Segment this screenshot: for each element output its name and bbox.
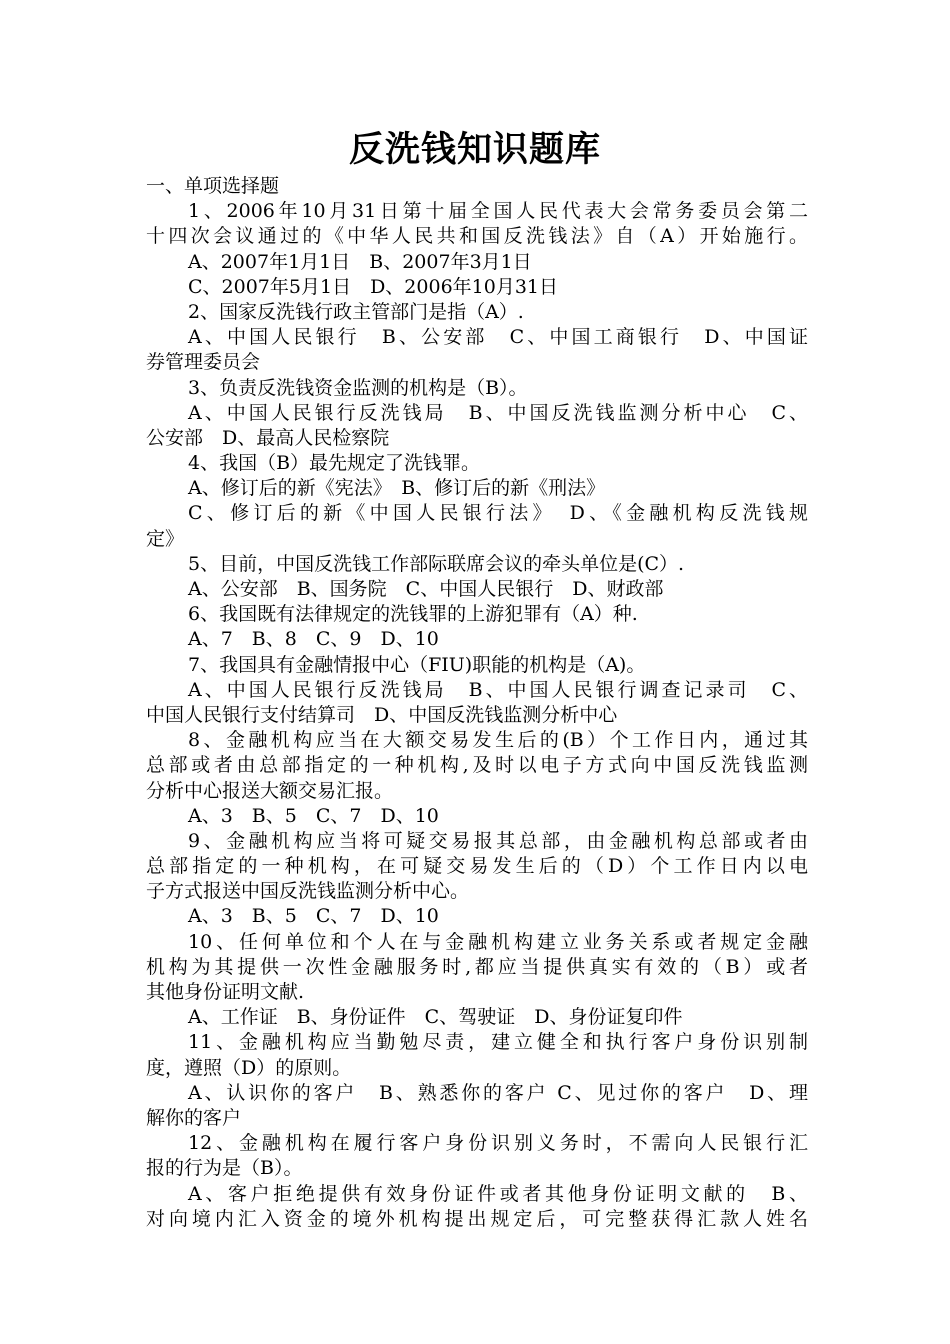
text-line: A、中国人民银行反洗钱局 B、中国人民银行调查记录司 C、	[188, 678, 808, 701]
text-line: 券管理委员会	[146, 351, 261, 374]
text-line: 4、我国（B）最先规定了洗钱罪。	[188, 452, 481, 475]
text-line: A、中国人民银行 B、公安部 C、中国工商银行 D、中国证	[188, 326, 808, 349]
text-line: A、7 B、8 C、9 D、10	[188, 628, 439, 651]
text-line: C、修订后的新《中国人民银行法》 D、《金融机构反洗钱规	[188, 502, 808, 525]
text-line: 5、目前，中国反洗钱工作部际联席会议的牵头单位是(C）.	[188, 552, 685, 575]
text-line: C、2007年5月1日 D、2006年10月31日	[188, 275, 559, 298]
text-line: 2、国家反洗钱行政主管部门是指（A）.	[188, 300, 524, 323]
text-line: 定》	[146, 527, 185, 550]
text-line: 9、金融机构应当将可疑交易报其总部，由金融机构总部或者由	[188, 829, 808, 852]
text-line: A、公安部 B、国务院 C、中国人民银行 D、财政部	[188, 578, 664, 600]
text-line: 10、任何单位和个人在与金融机构建立业务关系或者规定金融	[188, 930, 808, 953]
text-line: A、修订后的新《宪法》 B、修订后的新《刑法》	[188, 477, 606, 500]
text-line: 总部或者由总部指定的一种机构,及时以电子方式向中国反洗钱监测	[146, 754, 808, 777]
text-line: 度，遵照（D）的原则。	[146, 1056, 352, 1079]
text-line: 分析中心报送大额交易汇报。	[146, 779, 394, 802]
text-line: A、3 B、5 C、7 D、10	[188, 804, 439, 827]
text-line: 报的行为是（B）。	[146, 1157, 303, 1180]
document-title: 反洗钱知识题库	[348, 130, 601, 170]
text-line: A、认识你的客户 B、熟悉你的客户 C、见过你的客户 D、理	[188, 1081, 808, 1104]
text-line: A、工作证 B、身份证件 C、驾驶证 D、身份证复印件	[188, 1006, 683, 1029]
text-line: 11、金融机构应当勤勉尽责，建立健全和执行客户身份识别制	[188, 1031, 808, 1054]
document-body	[146, 174, 808, 1232]
text-line: 中国人民银行支付结算司 D、中国反洗钱监测分析中心	[146, 703, 618, 726]
text-line: 解你的客户	[146, 1106, 242, 1129]
text-line: 其他身份证明文献.	[146, 981, 305, 1003]
text-line: 3、负责反洗钱资金监测的机构是（B）。	[188, 376, 528, 399]
text-line: 6、我国既有法律规定的洗钱罪的上游犯罪有（A）种.	[188, 603, 638, 626]
text-line: 子方式报送中国反洗钱监测分析中心。	[146, 880, 470, 903]
text-line: A、中国人民银行反洗钱局 B、中国反洗钱监测分析中心 C、	[188, 401, 808, 424]
text-line: 十四次会议通过的《中华人民共和国反洗钱法》自（A）开始施行。	[146, 225, 808, 248]
text-line: 一、单项选择题	[146, 175, 280, 197]
text-line: 机构为其提供一次性金融服务时,都应当提供真实有效的（B）或者	[146, 955, 808, 978]
text-line: 8、金融机构应当在大额交易发生后的(B）个工作日内，通过其	[188, 729, 808, 752]
text-line: 1、2006年10月31日第十届全国人民代表大会常务委员会第二	[188, 200, 808, 223]
text-line: A、3 B、5 C、7 D、10	[188, 905, 439, 928]
text-line: 对向境内汇入资金的境外机构提出规定后，可完整获得汇款人姓名	[146, 1207, 808, 1230]
text-line: A、客户拒绝提供有效身份证件或者其他身份证明文献的 B、	[188, 1182, 808, 1205]
text-line: A、2007年1月1日 B、2007年3月1日	[188, 250, 532, 273]
text-line: 公安部 D、最高人民检察院	[146, 426, 390, 449]
text-line: 12、金融机构在履行客户身份识别义务时，不需向人民银行汇	[188, 1132, 808, 1155]
text-line: 7、我国具有金融情报中心（FIU)职能的机构是（A)。	[188, 653, 646, 676]
text-line: 总部指定的一种机构，在可疑交易发生后的（D）个工作日内以电	[146, 855, 808, 878]
